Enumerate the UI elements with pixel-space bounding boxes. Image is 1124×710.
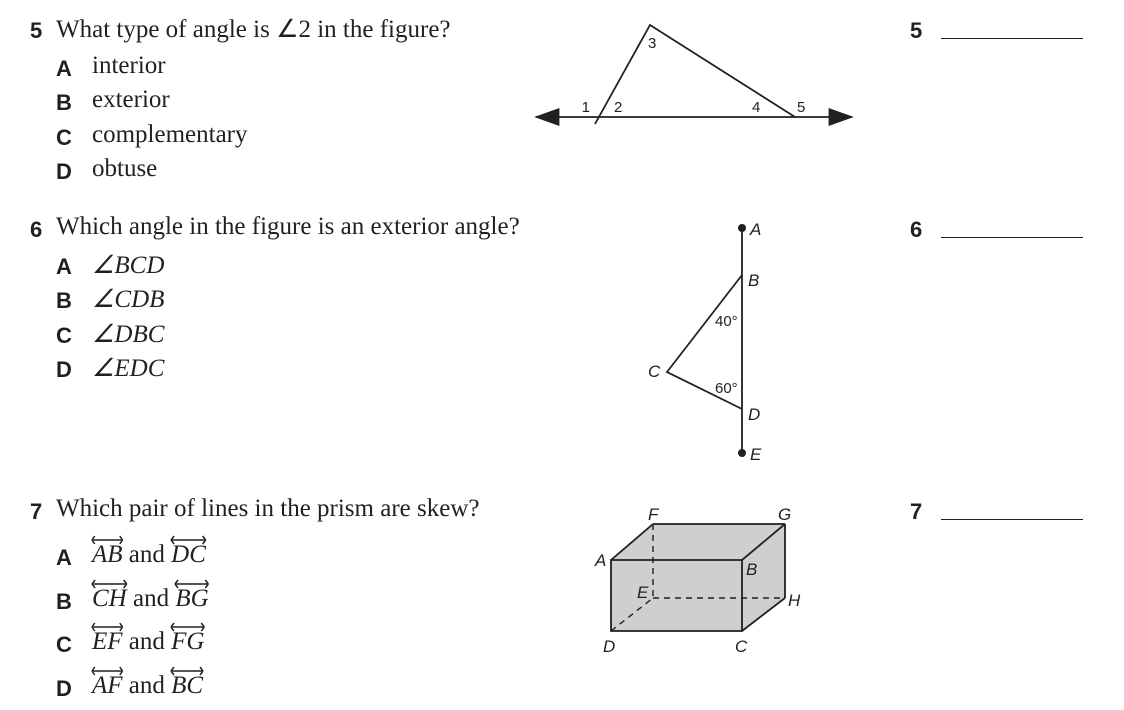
option-letter-a: A — [56, 56, 72, 81]
option-letter-d: D — [56, 676, 72, 701]
option-letter-c: C — [56, 125, 72, 150]
angle-label-40: 40° — [715, 313, 738, 330]
option-text-b[interactable]: ∠CDB — [92, 286, 165, 313]
line-ab: AB — [92, 541, 123, 569]
question-number: 7 — [30, 499, 43, 524]
segment-triangle-figure — [0, 200, 1124, 480]
and-word: and — [128, 628, 165, 655]
point-e — [738, 449, 746, 457]
question-text: Which pair of lines in the prism are skew? — [56, 495, 480, 522]
question-number: 6 — [30, 217, 43, 242]
line-fg: FG — [171, 628, 204, 656]
option-text-d[interactable]: obtuse — [92, 155, 158, 182]
angle-label-4: 4 — [752, 99, 761, 116]
point-label-e: E — [750, 445, 762, 464]
vertex-label-f: F — [648, 505, 659, 524]
question-text: What type of angle is ∠2 in the figure? — [56, 16, 451, 43]
option-text-c[interactable]: ∠DBC — [92, 321, 165, 348]
answer-number: 5 — [910, 18, 923, 43]
vertex-label-b: B — [746, 560, 758, 579]
and-word: and — [128, 541, 165, 568]
vertex-label-a: A — [595, 551, 607, 570]
answer-blank[interactable] — [941, 519, 1083, 520]
prism-figure — [0, 480, 1124, 710]
point-a — [738, 224, 746, 232]
angle-label-3: 3 — [648, 35, 657, 52]
line-ef: EF — [92, 628, 123, 656]
angle-label-2: 2 — [614, 99, 623, 116]
vertex-label-g: G — [778, 505, 792, 524]
angle-label-60: 60° — [715, 380, 738, 397]
line-bc: BC — [171, 672, 203, 700]
line-ch: CH — [92, 585, 127, 613]
line-dc: DC — [171, 541, 206, 569]
triangle-figure — [0, 0, 1124, 200]
option-text-b[interactable]: exterior — [92, 86, 170, 113]
option-text-d[interactable]: ∠EDC — [92, 355, 165, 382]
vertex-label-d: D — [603, 637, 616, 656]
angle-label-1: 1 — [581, 99, 590, 116]
point-label-d: D — [748, 405, 761, 424]
answer-blank[interactable] — [941, 237, 1083, 238]
option-letter-c: C — [56, 632, 72, 657]
option-letter-c: C — [56, 323, 72, 348]
option-letter-a: A — [56, 545, 72, 570]
point-label-c: C — [648, 362, 661, 381]
vertex-label-c: C — [735, 637, 748, 656]
question-text: Which angle in the figure is an exterior angle? — [56, 213, 520, 240]
option-text-a[interactable]: ∠BCD — [92, 252, 165, 279]
prism-front-face — [611, 560, 742, 631]
option-text-a[interactable]: interior — [92, 52, 166, 79]
answer-blank[interactable] — [941, 38, 1083, 39]
and-word: and — [132, 585, 170, 612]
option-letter-a: A — [56, 254, 72, 279]
point-label-a: A — [750, 220, 762, 239]
line-bg: BG — [175, 585, 208, 613]
vertex-label-e: E — [637, 583, 649, 602]
option-letter-d: D — [56, 357, 72, 382]
option-letter-d: D — [56, 159, 72, 184]
answer-number: 6 — [910, 217, 923, 242]
triangle-sides — [595, 25, 795, 124]
and-word: and — [128, 672, 165, 699]
option-text-c[interactable]: complementary — [92, 121, 248, 148]
option-letter-b: B — [56, 90, 72, 115]
angle-label-5: 5 — [797, 99, 806, 116]
point-label-b: B — [748, 271, 760, 290]
vertex-label-h: H — [788, 591, 801, 610]
answer-number: 7 — [910, 499, 923, 524]
line-af: AF — [92, 672, 123, 700]
question-number: 5 — [30, 18, 43, 43]
option-letter-b: B — [56, 589, 72, 614]
option-letter-b: B — [56, 288, 72, 313]
